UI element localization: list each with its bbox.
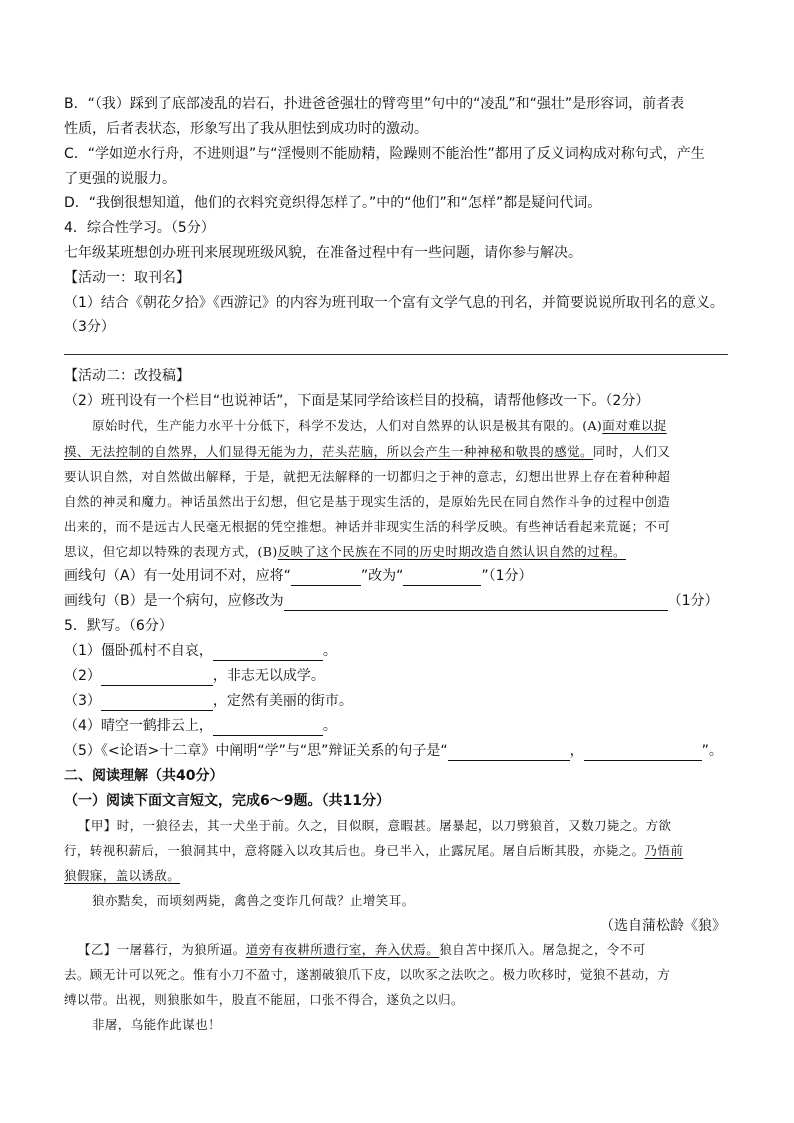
dictation-3-text: （3） <box>64 693 101 709</box>
jia-line2-text: 行，转视积薪后，一狼洞其中，意将隧入以攻其后也。身已半入，止露尻尾。屠自后断其股，亦毙之。 <box>64 843 645 858</box>
dictation-1-blank[interactable] <box>213 646 323 661</box>
activity1-title: 【活动一：取刊名】 <box>64 270 190 286</box>
passage-line6-text: 思议，但它却以特殊的表现方式，(B) <box>64 544 278 559</box>
sentence-a-underlined-cont: 摸、无法控制的自然界，人们显得无能为力，茫头茫脑，所以会产生一种神秘和敬畏的感觉。 <box>64 444 593 459</box>
sentence-a-underlined: 面对难以捉 <box>602 418 667 433</box>
jia-underlined-cont: 狼假寐，盖以诱敌。 <box>64 868 181 883</box>
option-c-line2: 了更强的说服力。 <box>64 171 176 187</box>
yi-line4: 非屠，乌能作此谋也！ <box>92 1017 222 1032</box>
dictation-5-blank-2[interactable] <box>584 746 702 761</box>
activity2-question: （2）班刊设有一个栏目“也说神话”，下面是某同学给该栏目的投稿，请帮他修改一下。（2分） <box>64 393 650 409</box>
option-d-line1: D．“我倒很想知道，他们的衣料究竟织得怎样了。”中的“他们”和“怎样”都是疑问代词。 <box>64 195 602 211</box>
dictation-3-end: ，定然有美丽的街市。 <box>212 693 353 709</box>
sentence-b-underlined: 反映了这个民族在不同的历史时期改造自然认识自然的过程。 <box>277 544 626 559</box>
fix-a-suffix: ”（1分） <box>481 568 533 584</box>
dictation-3-blank[interactable] <box>101 696 213 711</box>
dictation-item-1 <box>64 641 337 661</box>
fix-b-suffix: （1分） <box>667 593 719 609</box>
option-b-line2: 性质，后者表状态，形象写出了我从胆怯到成功时的激动。 <box>64 121 428 137</box>
dictation-5-blank-1[interactable] <box>448 746 570 761</box>
passage-line1-text: 原始时代，生产能力水平十分低下，科学不发达，人们对自然界的认识是极其有限的。(A) <box>92 418 603 433</box>
fix-b-blank[interactable] <box>284 596 668 611</box>
dictation-2-end: ，非志无以成学。 <box>212 668 325 684</box>
jia-line3 <box>64 866 180 886</box>
dictation-item-2 <box>64 666 325 686</box>
fix-b-prefix: 画线句（B）是一个病句，应修改为 <box>64 593 284 609</box>
fix-a-prefix: 画线句（A）有一处用词不对，应将“ <box>64 568 291 584</box>
yi-line2: 去。顾无计可以死之。惟有小刀不盈寸，遂割破狼爪下皮，以吹豕之法吹之。极力吹移时，觉狼不甚动，方 <box>64 967 671 982</box>
dictation-1-text: （1）僵卧孤村不自哀， <box>64 643 213 659</box>
yi-line1-text: 【乙】一屠暮行，为狼所逼。 <box>78 942 246 957</box>
fix-a-blank-2[interactable] <box>403 571 481 586</box>
yi-underlined: 道旁有夜耕所遗行室，奔入伏焉。 <box>245 942 440 957</box>
dictation-4-text: （4）晴空一鹤排云上， <box>64 718 213 734</box>
dictation-2-text: （2） <box>64 668 101 684</box>
fix-a-mid: ”改为“ <box>360 568 404 584</box>
dictation-5-text: （5）《<论语>十二章》中阐明“学”与“思”辩证关系的句子是“ <box>64 743 448 759</box>
jia-source: （选自蒲松龄《狼》 <box>600 918 726 934</box>
dictation-item-3 <box>64 691 353 711</box>
dictation-item-4 <box>64 716 337 736</box>
jia-underlined: 乃悟前 <box>644 843 684 858</box>
passage-line6 <box>64 542 626 562</box>
fix-b-line <box>64 591 719 611</box>
passage-line2 <box>64 442 670 462</box>
yi-line3: 缚以带。出视，则狼胀如牛，股直不能屈，口张不得合，遂负之以归。 <box>64 992 464 1007</box>
q4-intro: 七年级某班想创办班刊来展现班级风貌，在准备过程中有一些问题，请你参与解决。 <box>64 245 582 261</box>
activity2-title: 【活动二：改投稿】 <box>64 368 190 384</box>
dictation-item-5 <box>64 741 723 761</box>
fix-a-line <box>64 566 533 586</box>
section2-title: 二、阅读理解（共40分） <box>64 768 224 784</box>
section2-subtitle: （一）阅读下面文言短文，完成6～9题。（共11分） <box>64 793 390 809</box>
passage-line4: 自然的神灵和魔力。神话虽然出于幻想，但它是基于现实生活的，是原始先民在同自然作斗争的过程中创造 <box>64 494 671 509</box>
jia-line1: 【甲】时，一狼径去，其一犬坐于前。久之，目似瞑，意暇甚。屠暴起，以刀劈狼首，又数刀毙之。方欲 <box>78 818 672 833</box>
q5-title: 5．默写。（6分） <box>64 618 173 634</box>
yi-line1 <box>78 940 646 960</box>
dictation-4-end: 。 <box>322 718 337 734</box>
activity1-question-line1: （1）结合《朝花夕拾》《西游记》的内容为班刊取一个富有文学气息的刊名，并简要说说所取刊名的意义。 <box>64 295 724 311</box>
q4-title: 4．综合性学习。（5分） <box>64 220 215 236</box>
answer-line[interactable] <box>64 354 728 355</box>
passage-line1 <box>92 416 667 436</box>
dictation-5-comma: ， <box>569 743 584 759</box>
fix-a-blank-1[interactable] <box>291 571 361 586</box>
option-c-line1: C．“学如逆水行舟，不进则退”与“淫慢则不能励精，险躁则不能治性”都用了反义词构成对称句式，产生 <box>64 146 705 162</box>
yi-line1-rest: 狼自苫中探爪入。屠急捉之，令不可 <box>439 942 646 957</box>
dictation-2-blank[interactable] <box>101 671 213 686</box>
passage-line5: 出来的，而不是远古人民毫无根据的凭空推想。神话并非现实生活的科学反映。有些神话看起来荒诞；不可 <box>64 519 671 534</box>
dictation-4-blank[interactable] <box>213 721 323 736</box>
dictation-1-end: 。 <box>322 643 337 659</box>
option-b-line1: B．“（我）踩到了底部凌乱的岩石，扑进爸爸强壮的臂弯里”句中的“凌乱”和“强壮”是形容词，前者表 <box>64 96 685 112</box>
dictation-5-end: ”。 <box>701 743 723 759</box>
jia-line4: 狼亦黠矣，而顷刻两毙，禽兽之变诈几何哉？止增笑耳。 <box>92 893 415 908</box>
passage-line3: 要认识自然，对自然做出解释，于是，就把无法解释的一切都归之于神的意志，幻想出世界上存在着种种超 <box>64 469 671 484</box>
passage-line2-text: 同时，人们又 <box>592 444 671 459</box>
activity1-question-line2: （3分） <box>64 319 115 335</box>
jia-line2 <box>64 841 683 861</box>
